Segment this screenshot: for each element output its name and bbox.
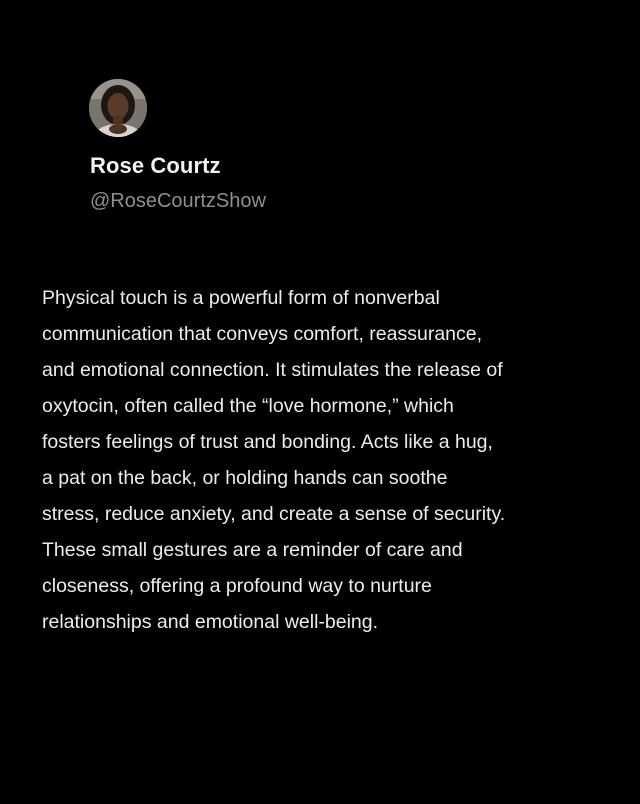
post-text-line: a pat on the back, or holding hands can soothe [42,467,448,489]
post-text-line: and emotional connection. It stimulates the release of [42,359,503,381]
post-text-line: oxytocin, often called the “love hormone,” which [42,395,454,417]
author-handle[interactable]: @RoseCourtzShow [90,190,266,212]
avatar[interactable] [89,79,147,137]
post-text-line: These small gestures are a reminder of care and [42,539,463,561]
post-text-line: communication that conveys comfort, reassurance, [42,323,483,345]
post-text-line: Physical touch is a powerful form of nonverbal [42,287,440,309]
post-text [42,280,602,640]
post-text-line: stress, reduce anxiety, and create a sense of security. [42,503,506,525]
profile-photo-icon [89,79,147,137]
post-text-line: fosters feelings of trust and bonding. Acts like a hug, [42,431,493,453]
post-text-line: closeness, offering a profound way to nurture [42,575,432,597]
author-name[interactable]: Rose Courtz [90,153,221,178]
post-text-line: relationships and emotional well-being. [42,611,379,633]
